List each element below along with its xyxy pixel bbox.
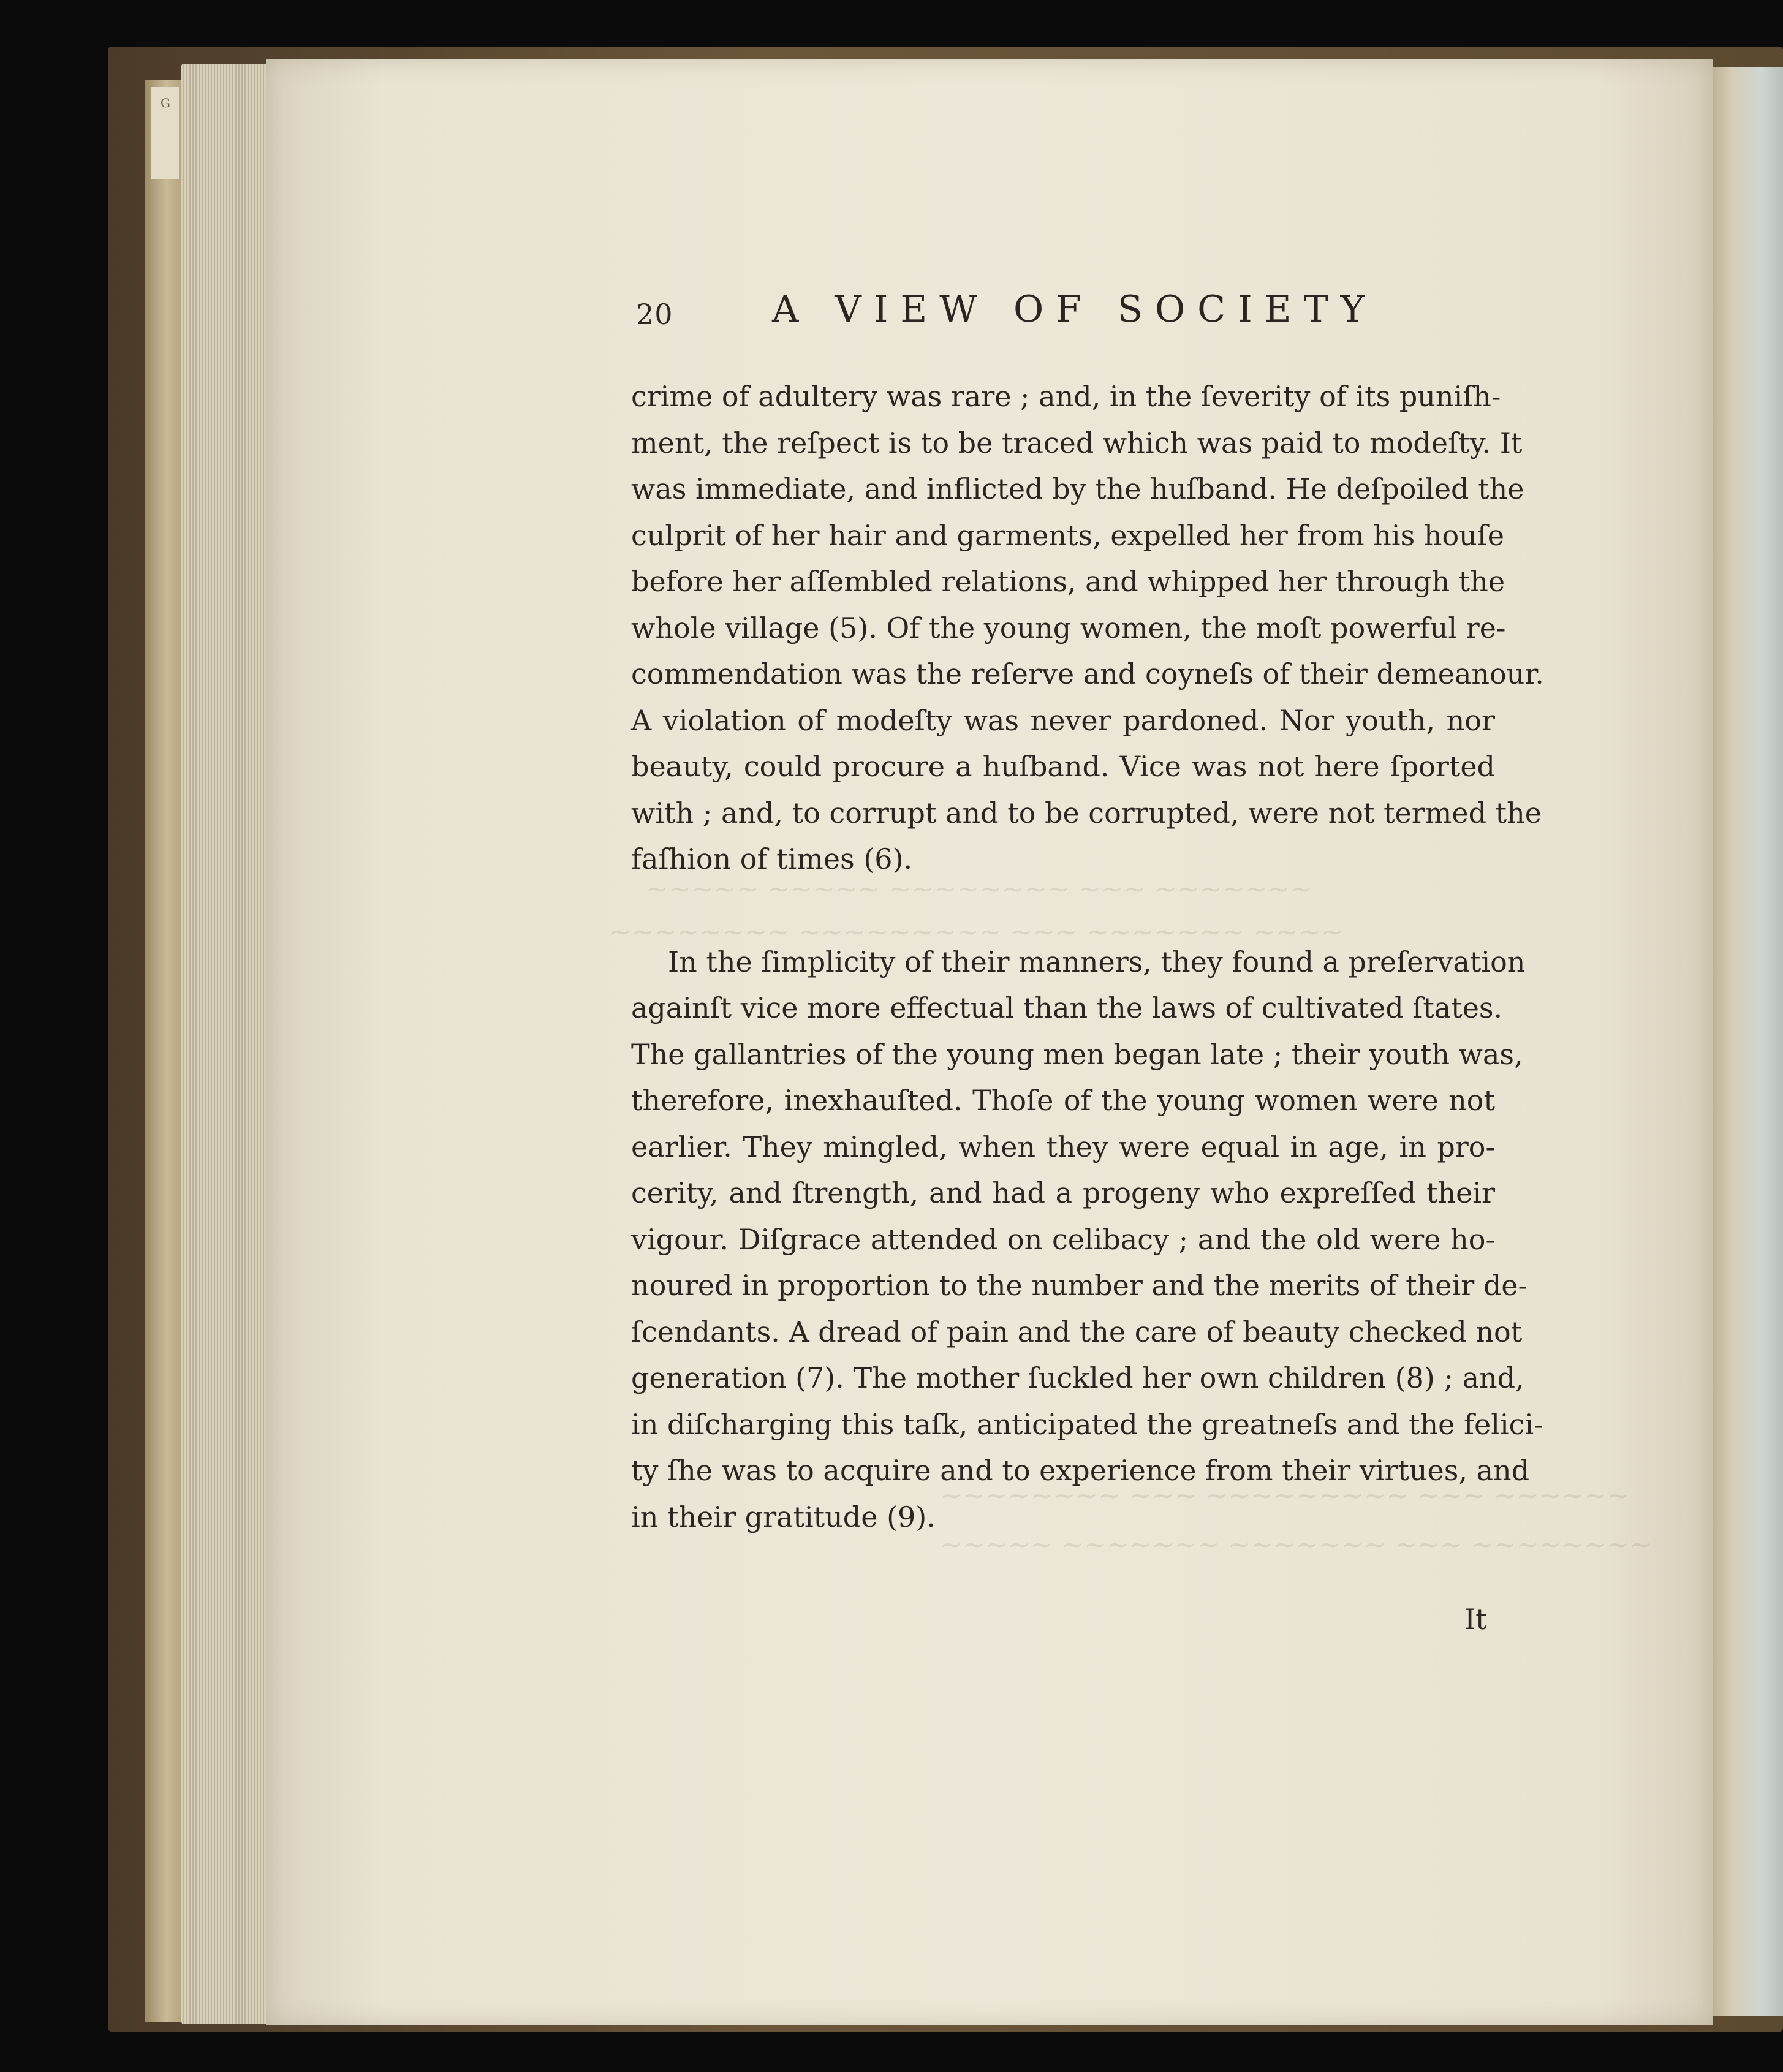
text-line: culprit of her hair and garments, expelled her from his houſe: [631, 518, 1505, 552]
running-head: [631, 281, 1377, 342]
left-page-edge: [145, 80, 181, 2022]
text-line: ſcendants. A dread of pain and the care of beauty checked not: [631, 1315, 1523, 1348]
text-line: ty ſhe was to acquire and to experience from their virtues, and: [631, 1454, 1530, 1487]
text-line: commendation was the reſerve and coyneſs of their demeanour.: [631, 657, 1544, 690]
text-line: againſt vice more effectual than the laws of cultivated ſtates.: [631, 991, 1503, 1024]
text-line: faſhion of times (6).: [631, 842, 913, 875]
text-line: before her aſſembled relations, and whipped her through the: [631, 565, 1505, 598]
text-line: was immediate, and inflicted by the huſband. He deſpoiled the: [631, 472, 1524, 505]
show-through: ~~~~~~~~ ~~~ ~~~~~~~~~ ~~~ ~~~~~~: [940, 1480, 1630, 1511]
text-line: generation (7). The mother ſuckled her own children (8) ; and,: [631, 1361, 1524, 1394]
text-line: beauty, could procure a huſband. Vice was not here ſported: [631, 750, 1495, 783]
facing-page-edge: [1709, 67, 1783, 2016]
text-line: vigour. Diſgrace attended on celibacy ; and the old were ho-: [631, 1222, 1495, 1256]
text-line: In the ſimplicity of their manners, they found a preſervation: [668, 945, 1526, 978]
text-line: in diſcharging this taſk, anticipated the greatneſs and the felici-: [631, 1407, 1543, 1441]
text-line: A violation of modeſty was never pardoned. Nor youth, nor: [631, 703, 1495, 737]
text-line: The gallantries of the young men began late ; their youth was,: [631, 1037, 1523, 1071]
text-line: cerity, and ſtrength, and had a progeny who expreſſed their: [631, 1176, 1495, 1209]
text-line: in their gratitude (9).: [631, 1500, 936, 1533]
show-through: ~~~~~ ~~~~~ ~~~~~~~~ ~~~ ~~~~~~~: [646, 874, 1313, 905]
running-title: A VIEW OF SOCIETY: [772, 288, 1377, 331]
page-content: [631, 281, 1544, 1636]
text-line: whole village (5). Of the young women, the moſt powerful re-: [631, 611, 1506, 645]
paragraph: [631, 374, 1544, 883]
show-through: ~~~~~ ~~~~~~~ ~~~~~~~ ~~~ ~~~~~~~~: [940, 1529, 1652, 1560]
page-block-edges: [181, 64, 273, 2024]
catchword: It: [1464, 1603, 1487, 1636]
edge-marker: G: [151, 87, 179, 179]
text-line: therefore, inexhauſted. Thoſe of the young women were not: [631, 1084, 1495, 1117]
text-line: with ; and, to corrupt and to be corrupted, were not termed the: [631, 796, 1542, 830]
page-number: 20: [636, 298, 673, 331]
text-line: noured in proportion to the number and the merits of their de-: [631, 1269, 1528, 1302]
text-line: crime of adultery was rare ; and, in the ſeverity of its puniſh-: [631, 380, 1501, 413]
paragraph: [631, 939, 1543, 1541]
show-through: ~~~~~~~~ ~~~~~~~~~ ~~~ ~~~~~~~ ~~~~: [609, 917, 1344, 948]
text-line: earlier. They mingled, when they were equal in age, in pro-: [631, 1130, 1495, 1163]
text-line: ment, the reſpect is to be traced which was paid to modeſty. It: [631, 426, 1523, 459]
